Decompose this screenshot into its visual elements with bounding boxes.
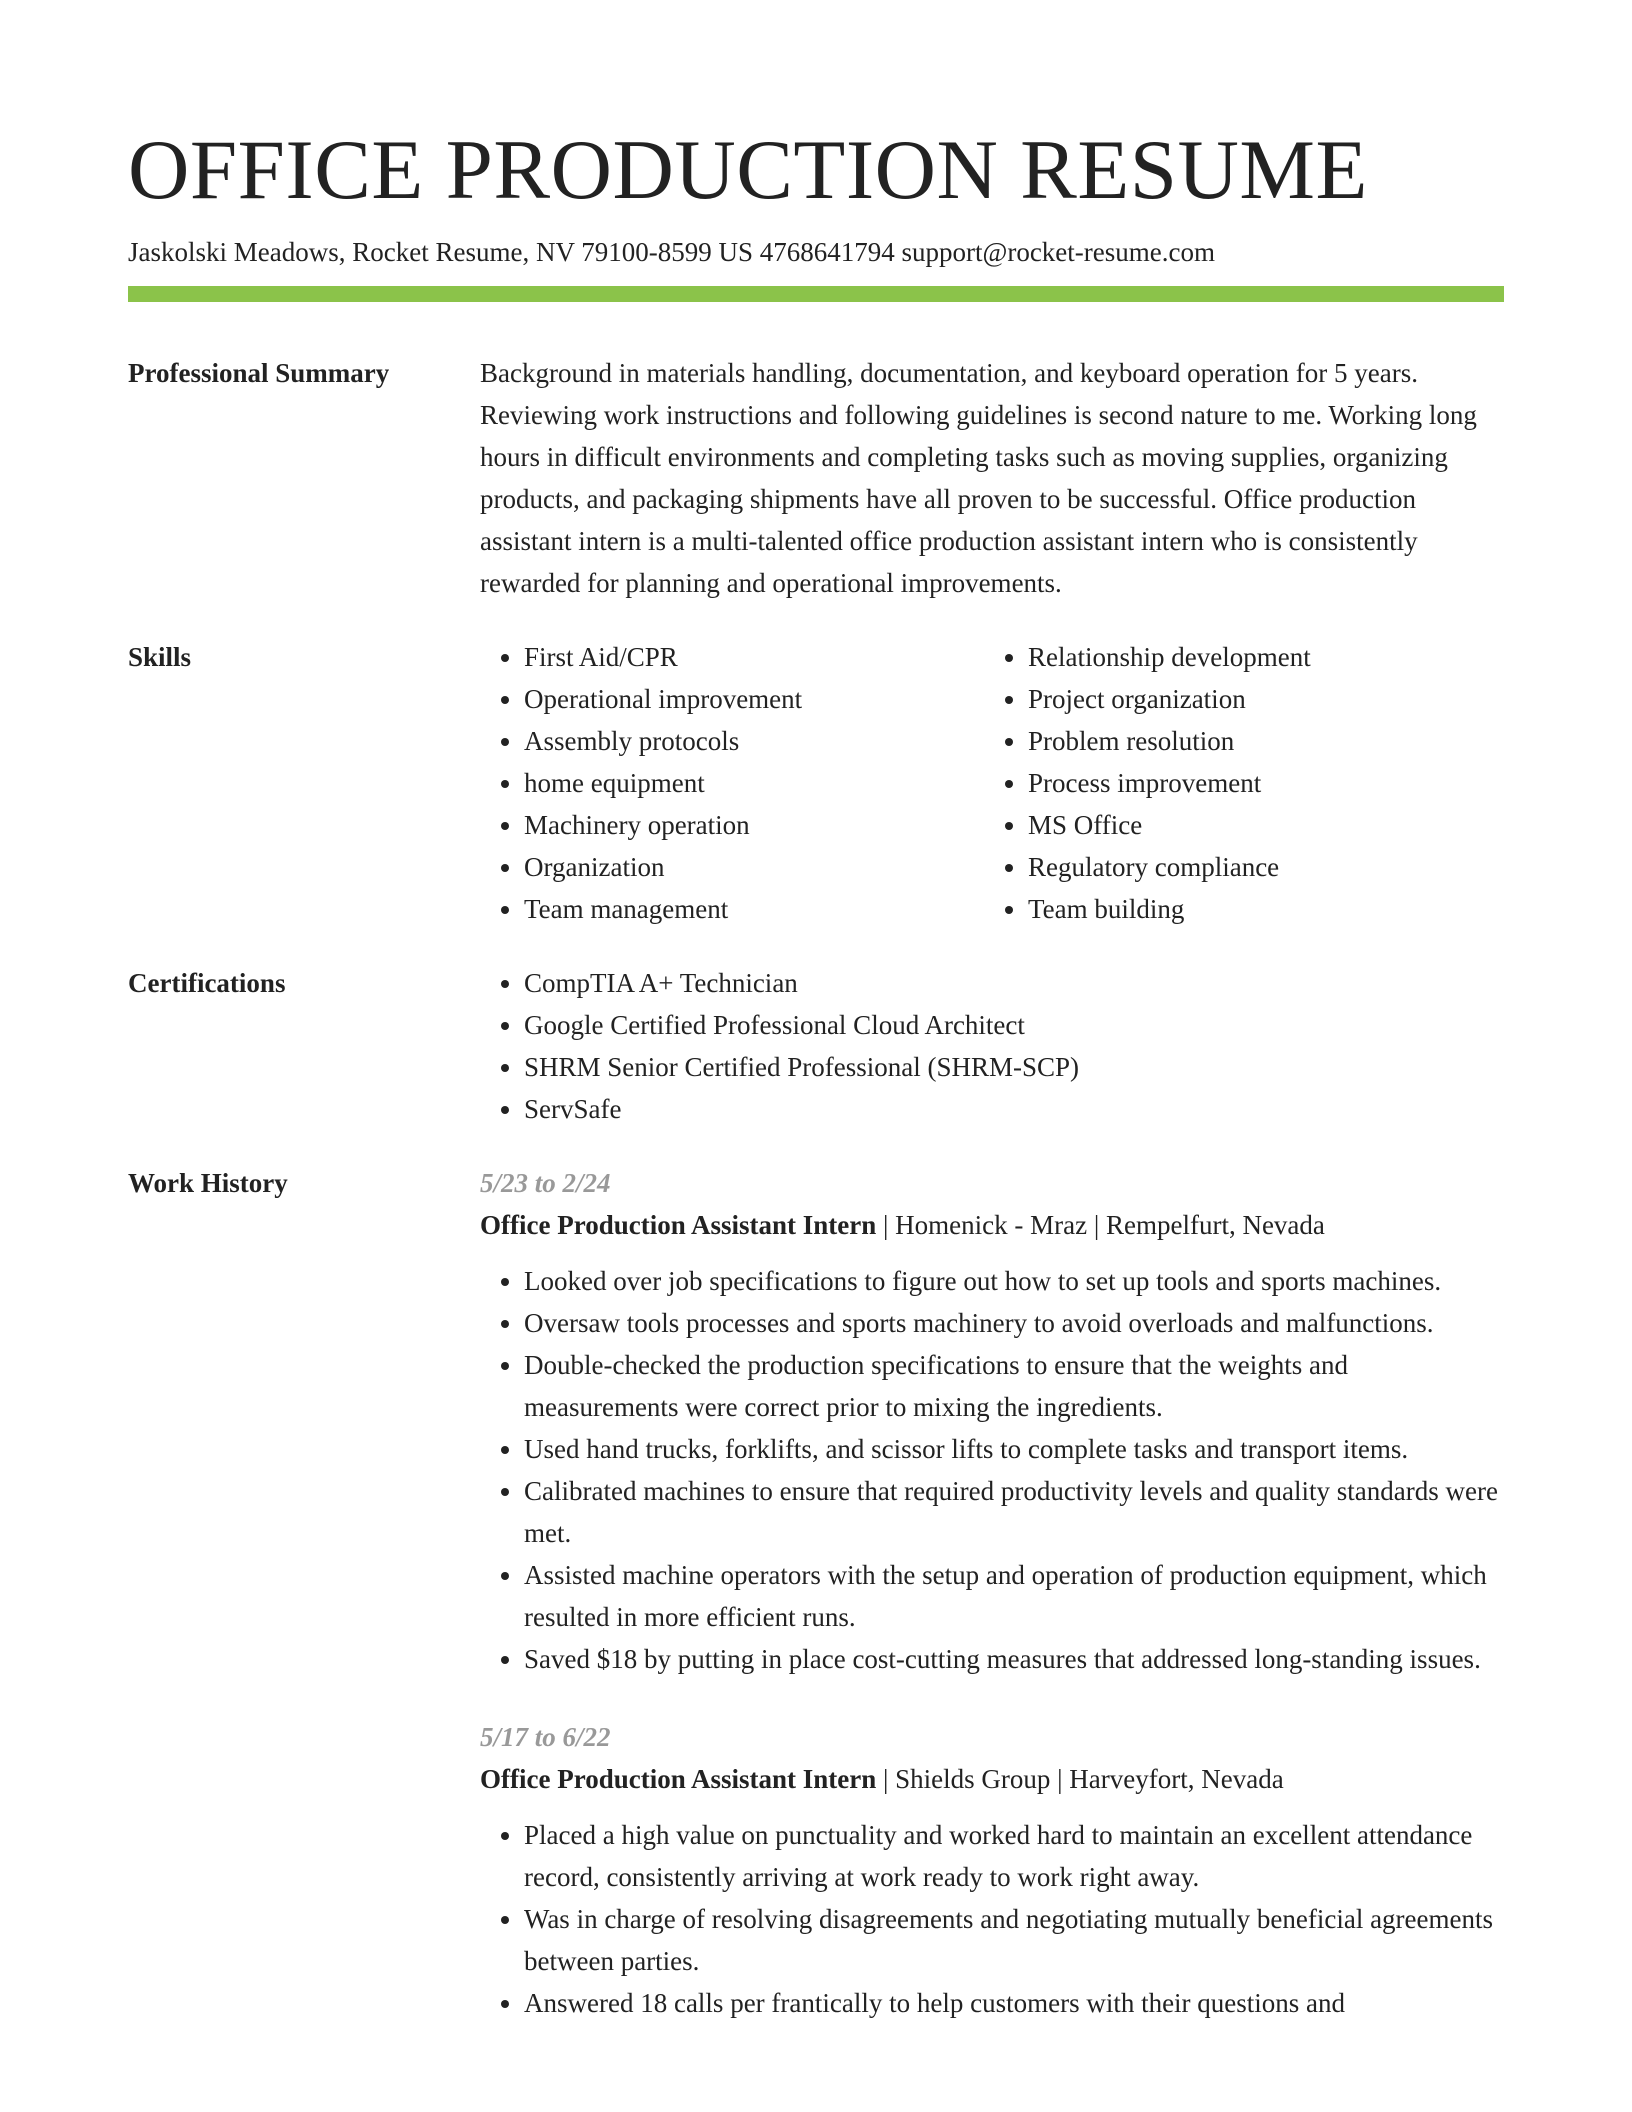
job-entry bbox=[480, 1162, 1504, 1680]
list-item: • ServSafe bbox=[524, 1088, 1504, 1130]
list-item: • Assisted machine operators with the setup and operation of production equipment, which resulted in more efficient runs. bbox=[524, 1554, 1504, 1638]
list-item: • First Aid/CPR bbox=[524, 636, 984, 678]
job-heading bbox=[480, 1204, 1504, 1246]
skills-section bbox=[128, 636, 1504, 930]
job-title: Office Production Assistant Intern bbox=[480, 1210, 877, 1240]
list-item: • Machinery operation bbox=[524, 804, 984, 846]
list-item: • Regulatory compliance bbox=[1028, 846, 1488, 888]
list-item: • Assembly protocols bbox=[524, 720, 984, 762]
list-item: • Answered 18 calls per frantically to help customers with their questions and bbox=[524, 1982, 1504, 2024]
resume-title: OFFICE PRODUCTION RESUME bbox=[128, 123, 1368, 217]
list-item: • Team building bbox=[1028, 888, 1488, 930]
skills-list-left bbox=[480, 636, 984, 930]
job-bullets bbox=[480, 1814, 1504, 2024]
job-employer-location: | Shields Group | Harveyfort, Nevada bbox=[876, 1764, 1284, 1794]
skills-column-left bbox=[480, 636, 984, 930]
list-item: • home equipment bbox=[524, 762, 984, 804]
list-item: • Looked over job specifications to figure out how to set up tools and sports machines. bbox=[524, 1260, 1504, 1302]
list-item: • Organization bbox=[524, 846, 984, 888]
list-item: • Project organization bbox=[1028, 678, 1488, 720]
summary-text: Background in materials handling, documentation, and keyboard operation for 5 years. Reviewing work instructions and following guidelines is second nature to me. Working long hours in difficult environments and completing tasks such as moving supplies, organizing products, and packaging shipments have all proven to be successful. Office production assistant intern is a multi-talented office production assistant intern who is consistently rewarded for planning and operational improvements. bbox=[480, 358, 1477, 598]
list-item: • MS Office bbox=[1028, 804, 1488, 846]
certifications-body bbox=[480, 962, 1504, 1130]
resume-page bbox=[128, 120, 1504, 2024]
section-label-work-history: Work History bbox=[128, 1168, 288, 1198]
job-heading bbox=[480, 1758, 1504, 1800]
accent-divider bbox=[128, 286, 1504, 302]
summary-section bbox=[128, 352, 1504, 604]
list-item: • Process improvement bbox=[1028, 762, 1488, 804]
job-title: Office Production Assistant Intern bbox=[480, 1764, 877, 1794]
list-item: • SHRM Senior Certified Professional (SHRM-SCP) bbox=[524, 1046, 1504, 1088]
job-entry bbox=[480, 1716, 1504, 2024]
certifications-list bbox=[480, 962, 1504, 1130]
list-item: • Placed a high value on punctuality and worked hard to maintain an excellent attendance record, consistently arriving at work ready to work right away. bbox=[524, 1814, 1504, 1898]
list-item: • Google Certified Professional Cloud Architect bbox=[524, 1004, 1504, 1046]
work-history-body bbox=[480, 1162, 1504, 2024]
list-item: • Calibrated machines to ensure that required productivity levels and quality standards were met. bbox=[524, 1470, 1504, 1554]
section-label-skills: Skills bbox=[128, 642, 192, 672]
list-item: • Double-checked the production specifications to ensure that the weights and measurements were correct prior to mixing the ingredients. bbox=[524, 1344, 1504, 1428]
job-date: 5/17 to 6/22 bbox=[480, 1722, 611, 1752]
list-item: • Operational improvement bbox=[524, 678, 984, 720]
job-employer-location: | Homenick - Mraz | Rempelfurt, Nevada bbox=[876, 1210, 1325, 1240]
job-bullets bbox=[480, 1260, 1504, 1680]
work-history-section bbox=[128, 1162, 1504, 2024]
section-label-certifications: Certifications bbox=[128, 968, 286, 998]
skills-list-right bbox=[984, 636, 1488, 930]
list-item: • Saved $18 by putting in place cost-cutting measures that addressed long-standing issues. bbox=[524, 1638, 1504, 1680]
list-item: • Was in charge of resolving disagreements and negotiating mutually beneficial agreements between parties. bbox=[524, 1898, 1504, 1982]
list-item: • Relationship development bbox=[1028, 636, 1488, 678]
section-label-summary: Professional Summary bbox=[128, 358, 390, 388]
contact-line: Jaskolski Meadows, Rocket Resume, NV 79100-8599 US 4768641794 support@rocket-resume.com bbox=[128, 237, 1215, 267]
certifications-section bbox=[128, 962, 1504, 1130]
list-item: • Oversaw tools processes and sports machinery to avoid overloads and malfunctions. bbox=[524, 1302, 1504, 1344]
job-date: 5/23 to 2/24 bbox=[480, 1168, 611, 1198]
list-item: • Problem resolution bbox=[1028, 720, 1488, 762]
list-item: • Used hand trucks, forklifts, and scissor lifts to complete tasks and transport items. bbox=[524, 1428, 1504, 1470]
skills-body bbox=[480, 636, 1504, 930]
skills-column-right bbox=[984, 636, 1488, 930]
list-item: • CompTIA A+ Technician bbox=[524, 962, 1504, 1004]
list-item: • Team management bbox=[524, 888, 984, 930]
